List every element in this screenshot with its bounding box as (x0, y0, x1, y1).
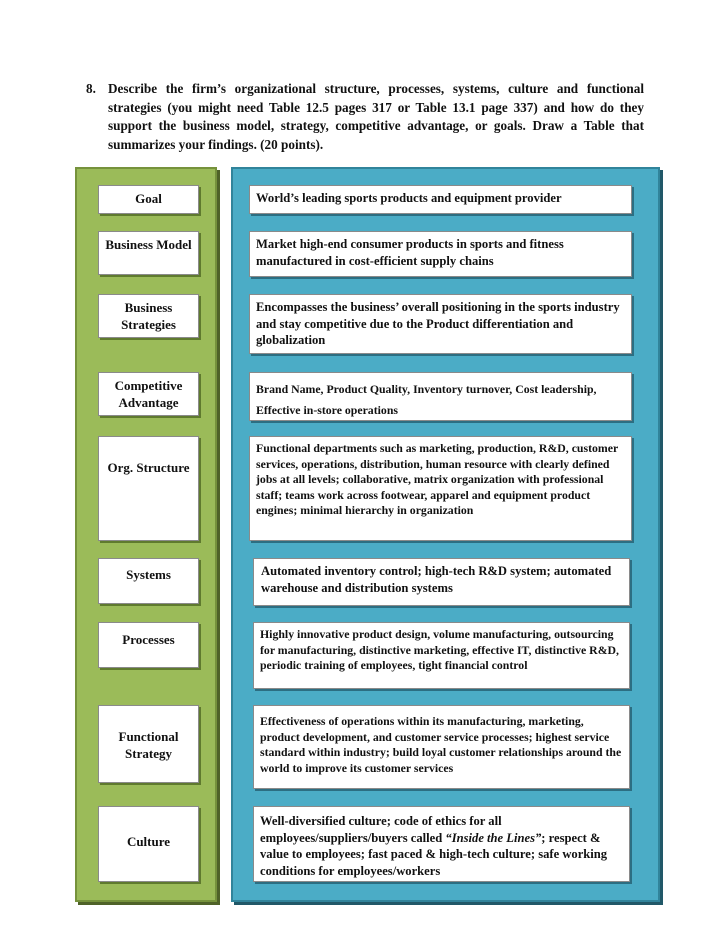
label-competitive-advantage: Competitive Advantage (98, 372, 199, 416)
culture-code-name: “Inside the Lines” (445, 830, 542, 845)
description-systems: Automated inventory control; high-tech R&D system; automated warehouse and distribution systems (253, 558, 630, 606)
description-functional-strategy: Effectiveness of operations within its manufacturing, marketing, product development, and customer service processes; highest service standard within industry; build loyal customer relationships around the world to improve its customer services (253, 705, 630, 789)
label-business-model: Business Model (98, 231, 199, 275)
question-block (86, 80, 644, 154)
question-number: 8. (86, 81, 96, 96)
description-processes: Highly innovative product design, volume manufacturing, outsourcing for manufacturing, distinctive marketing, effective IT, distinctive R&D, periodic training of employees, tight financial control (253, 622, 630, 689)
description-business-strategies: Encompasses the business’ overall positioning in the sports industry and stay competitive due to the Product differentiation and globalization (249, 294, 632, 354)
description-business-model: Market high-end consumer products in sports and fitness manufactured in cost-efficient supply chains (249, 231, 632, 277)
question-text: Describe the firm’s organizational structure, processes, systems, culture and functional strategies (you might need Table 12.5 pages 317 or Table 13.1 page 337) and how do they support the business model, strategy, competitive advantage, or goals. Draw a Table that summarizes your findings. (20 points). (108, 81, 644, 152)
label-processes: Processes (98, 622, 199, 668)
culture-text-part: Well-diversified culture; code of ethics for all employees/suppliers/buyers called (260, 814, 502, 845)
description-competitive-advantage: Brand Name, Product Quality, Inventory turnover, Cost leadership, Effective in-store operations (249, 372, 632, 421)
label-business-strategies: Business Strategies (98, 294, 199, 338)
label-systems: Systems (98, 558, 199, 604)
description-culture (253, 806, 630, 882)
culture-text-part: ; respect & value to employees; fast paced & high-tech culture; safe working conditions for employees/workers (260, 830, 608, 878)
description-goal: World’s leading sports products and equipment provider (249, 185, 632, 214)
label-culture: Culture (98, 806, 199, 882)
label-goal: Goal (98, 185, 199, 214)
label-functional-strategy: Functional Strategy (98, 705, 199, 783)
label-org-structure: Org. Structure (98, 436, 199, 541)
description-org-structure: Functional departments such as marketing, production, R&D, customer services, operations, distribution, human resource with clearly defined jobs at all levels; collaborative, matrix organization with professional staff; teams work across footwear, apparel and equipment product engines; minimal hierarchy in organization (249, 436, 632, 541)
